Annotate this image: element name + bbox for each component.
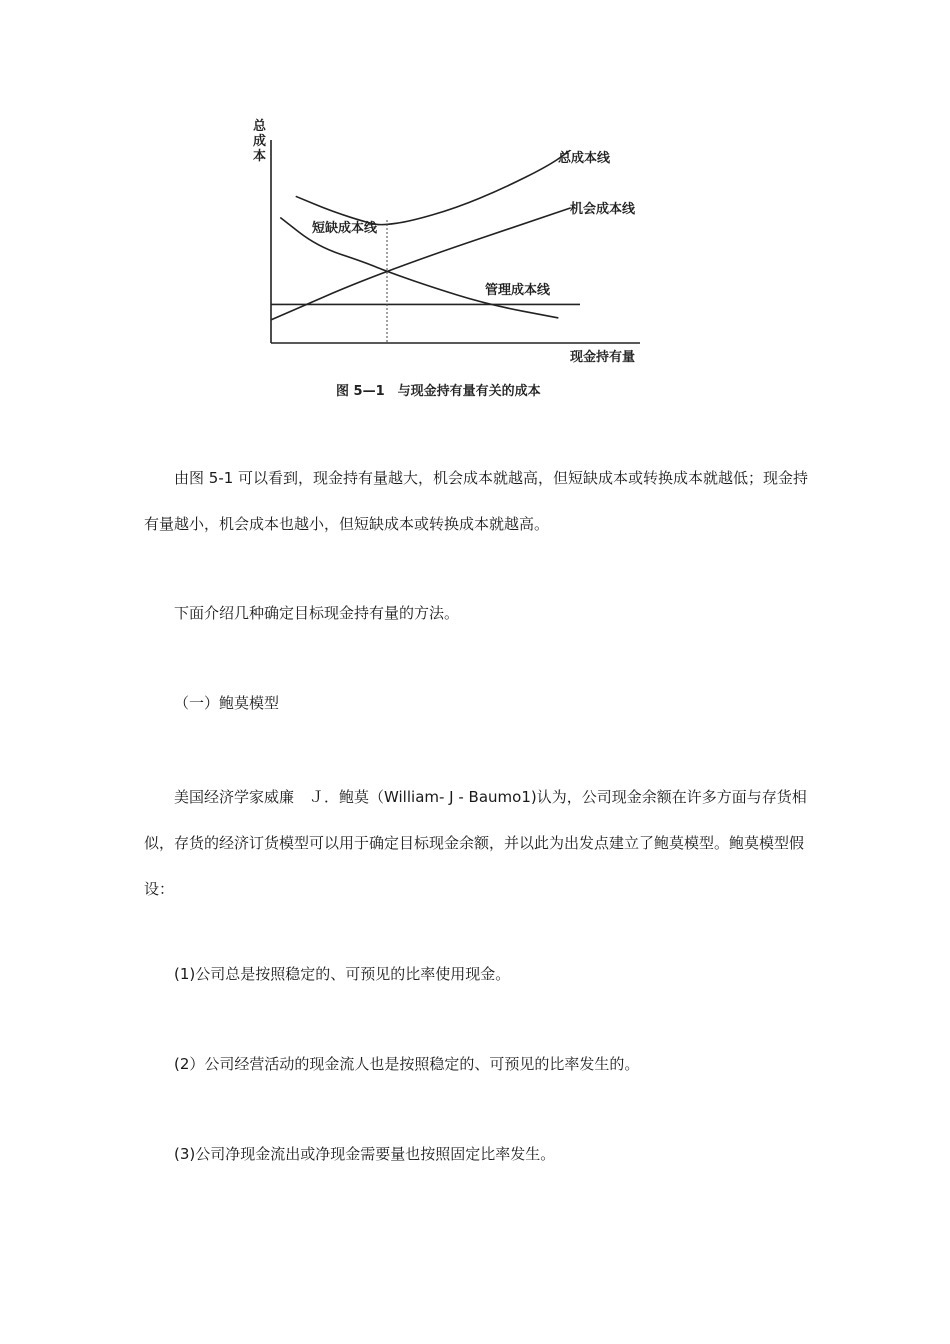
assumption-1: [144, 951, 814, 997]
assumption-2: [144, 1041, 814, 1087]
p1-figure-ref: 5-1: [208, 469, 234, 487]
assumption-3: [144, 1131, 814, 1177]
p4-text-c: 认为，公司现金余额在许多方面与存货相似，存货的经济订货模型可以用于确定目标现金余额，并以此为出发点建立了鲍莫模型。鲍莫模型假设：: [144, 788, 807, 898]
label-management-cost: 管理成本线: [485, 283, 551, 298]
p1-text-c: 可以看到，现金持有量越大，机会成本就越高，但短缺成本或转换成本就越低；现金持有量越小，机会成本也越小，但短缺成本或转换成本就越高。: [144, 469, 809, 533]
y-axis-label: 总成本: [253, 119, 267, 164]
label-total-cost: 总成本线: [558, 151, 611, 166]
section-heading-baumol: （一）鲍莫模型: [174, 694, 280, 712]
figure-caption: 图 5—1 与现金持有量有关的成本: [336, 384, 541, 399]
assumption-1-number: (1): [174, 965, 196, 983]
series-line-0: [296, 150, 571, 225]
assumption-3-number: (3): [174, 1145, 196, 1163]
paragraph-2: 下面介绍几种确定目标现金持有量的方法。: [174, 604, 460, 622]
cost-chart: [240, 110, 670, 420]
label-shortage-cost: 短缺成本线: [312, 221, 378, 236]
x-axis-label: 现金持有量: [570, 350, 636, 365]
assumption-1-text: 公司总是按照稳定的、可预见的比率使用现金。: [195, 965, 511, 983]
assumption-2-number: (2: [174, 1055, 190, 1073]
label-opportunity-cost: 机会成本线: [570, 202, 636, 217]
p4-text-a: 美国经济学家威廉 Ｊ．鲍莫（: [174, 788, 385, 806]
p4-name-latin: William- J - Baumo1): [384, 788, 537, 806]
assumption-2-text: ）公司经营活动的现金流人也是按照稳定的、可预见的比率发生的。: [189, 1055, 640, 1073]
paragraph-4: [144, 774, 814, 912]
assumption-3-text: 公司净现金流出或净现金需要量也按照固定比率发生。: [195, 1145, 556, 1163]
cost-chart-figure: [240, 110, 670, 420]
p1-text-a: 由图: [174, 469, 209, 487]
paragraph-1: [144, 455, 814, 547]
